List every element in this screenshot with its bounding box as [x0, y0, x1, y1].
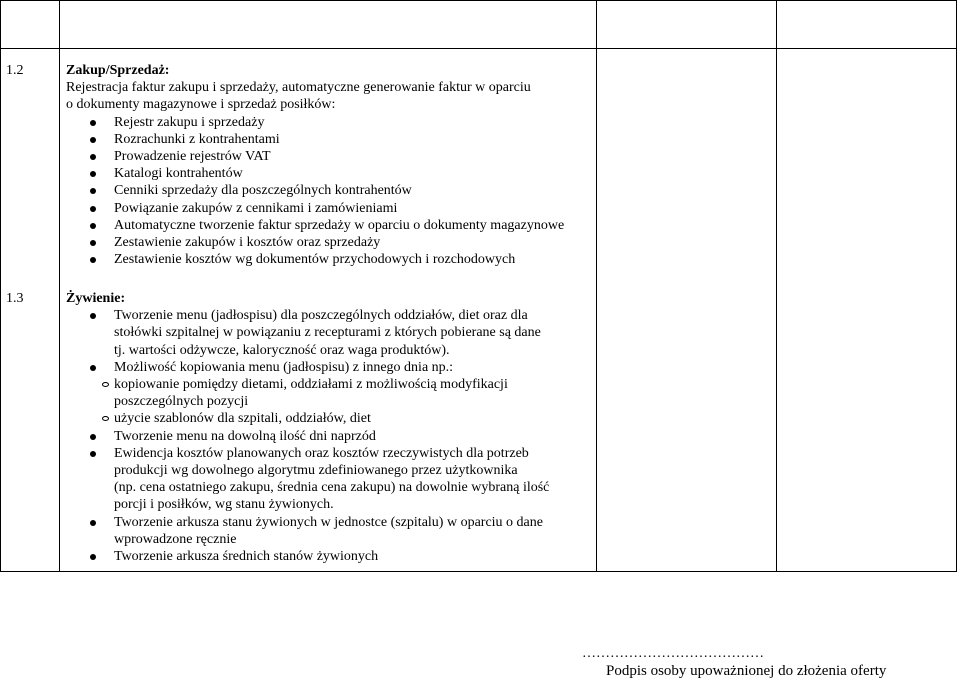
list-item-text: porcji i posiłków, wg stanu żywionych.: [114, 497, 334, 513]
section-zakup-sprzedaz: [66, 62, 586, 268]
table-column-divider-1: [59, 0, 60, 572]
bullet-icon: [90, 188, 96, 194]
list-item: [66, 548, 586, 565]
bullet-icon: [90, 554, 96, 560]
list-item: [66, 234, 586, 251]
bullet-icon: [90, 154, 96, 160]
list-item: [66, 114, 586, 131]
list-item-text: poszczególnych pozycji: [114, 394, 249, 410]
signature-label: Podpis osoby upoważnionej do złożenia oferty: [606, 663, 887, 679]
list-item: [66, 165, 586, 182]
section-number: 1.2: [6, 63, 24, 78]
list-item: [66, 445, 586, 514]
list-item-text: Zestawienie kosztów wg dokumentów przychodowych i rozchodowych: [114, 252, 516, 268]
list-item-text: Zestawienie zakupów i kosztów oraz sprzedaży: [114, 235, 381, 251]
list-item-text: Powiązanie zakupów z cennikami i zamówieniami: [114, 200, 398, 216]
list-item-text: użycie szablonów dla szpitali, oddziałów, diet: [114, 411, 371, 427]
sub-list-item: [66, 376, 586, 410]
sub-list-item: [66, 410, 586, 427]
section-title: Zakup/Sprzedaż:: [66, 63, 170, 78]
bullet-icon: [90, 520, 96, 526]
bullet-icon: [90, 240, 96, 246]
table-row-divider: [0, 48, 957, 49]
bullet-list: [66, 307, 586, 565]
list-item-text: kopiowanie pomiędzy dietami, oddziałami z możliwością modyfikacji: [114, 377, 508, 393]
bullet-icon: [90, 206, 96, 212]
bullet-icon: [90, 171, 96, 177]
bullet-icon: [90, 137, 96, 143]
list-item-text: Katalogi kontrahentów: [114, 166, 243, 182]
bullet-icon: [90, 434, 96, 440]
list-item-text: Tworzenie arkusza średnich stanów żywionych: [114, 549, 379, 565]
table-column-divider-2: [596, 0, 597, 572]
section-number: 1.3: [6, 291, 24, 306]
bullet-icon: [90, 223, 96, 229]
list-item: [66, 182, 586, 199]
list-item-text: wprowadzone ręcznie: [114, 531, 237, 547]
intro-line: o dokumenty magazynowe i sprzedaż posiłków:: [66, 97, 336, 113]
bullet-icon: [90, 120, 96, 126]
bullet-icon: [90, 313, 96, 319]
list-item: [66, 359, 586, 376]
intro-line: Rejestracja faktur zakupu i sprzedaży, automatyczne generowanie faktur w oparciu: [66, 80, 531, 96]
list-item-text: Tworzenie menu (jadłospisu) dla poszczególnych oddziałów, diet oraz dla: [114, 308, 528, 324]
list-item: [66, 307, 586, 359]
list-item: [66, 428, 586, 445]
bullet-icon: [90, 451, 96, 457]
list-item-text: Możliwość kopiowania menu (jadłospisu) z innego dnia np.:: [114, 359, 454, 375]
list-item-text: Prowadzenie rejestrów VAT: [114, 149, 271, 165]
bullet-icon: [90, 365, 96, 371]
list-item: [66, 251, 586, 268]
list-item-text: Ewidencja kosztów planowanych oraz kosztów rzeczywistych dla potrzeb: [114, 445, 529, 461]
sub-bullet-icon: [102, 416, 109, 421]
list-item-text: (np. cena ostatniego zakupu, średnia cena zakupu) na dowolnie wybraną ilość: [114, 480, 550, 496]
list-item-text: Cenniki sprzedaży dla poszczególnych kontrahentów: [114, 183, 412, 199]
section-zywienie: [66, 290, 586, 565]
list-item-text: Automatyczne tworzenie faktur sprzedaży w oparciu o dokumenty magazynowe: [114, 217, 565, 233]
list-item: [66, 131, 586, 148]
list-item: [66, 217, 586, 234]
sub-bullet-icon: [102, 382, 109, 387]
table-column-divider-3: [776, 0, 777, 572]
list-item: [66, 148, 586, 165]
bullet-icon: [90, 257, 96, 263]
list-item-text: Rozrachunki z kontrahentami: [114, 131, 280, 147]
bullet-list: [66, 114, 586, 269]
list-item-text: Rejestr zakupu i sprzedaży: [114, 114, 265, 130]
list-item-text: Tworzenie arkusza stanu żywionych w jednostce (szpitalu) w oparciu o dane: [114, 514, 543, 530]
list-item: [66, 514, 586, 548]
list-item-text: Tworzenie menu na dowolną ilość dni naprzód: [114, 428, 376, 444]
section-title: Żywienie:: [66, 291, 126, 306]
signature-line: …………………………………: [582, 646, 764, 661]
list-item-text: tj. wartości odżywcze, kaloryczność oraz waga produktów).: [114, 342, 450, 358]
list-item-text: produkcji wg dowolnego algorytmu zdefiniowanego przez użytkownika: [114, 463, 518, 479]
list-item: [66, 200, 586, 217]
list-item-text: stołówki szpitalnej w powiązaniu z recepturami z których pobierane są dane: [114, 325, 541, 341]
